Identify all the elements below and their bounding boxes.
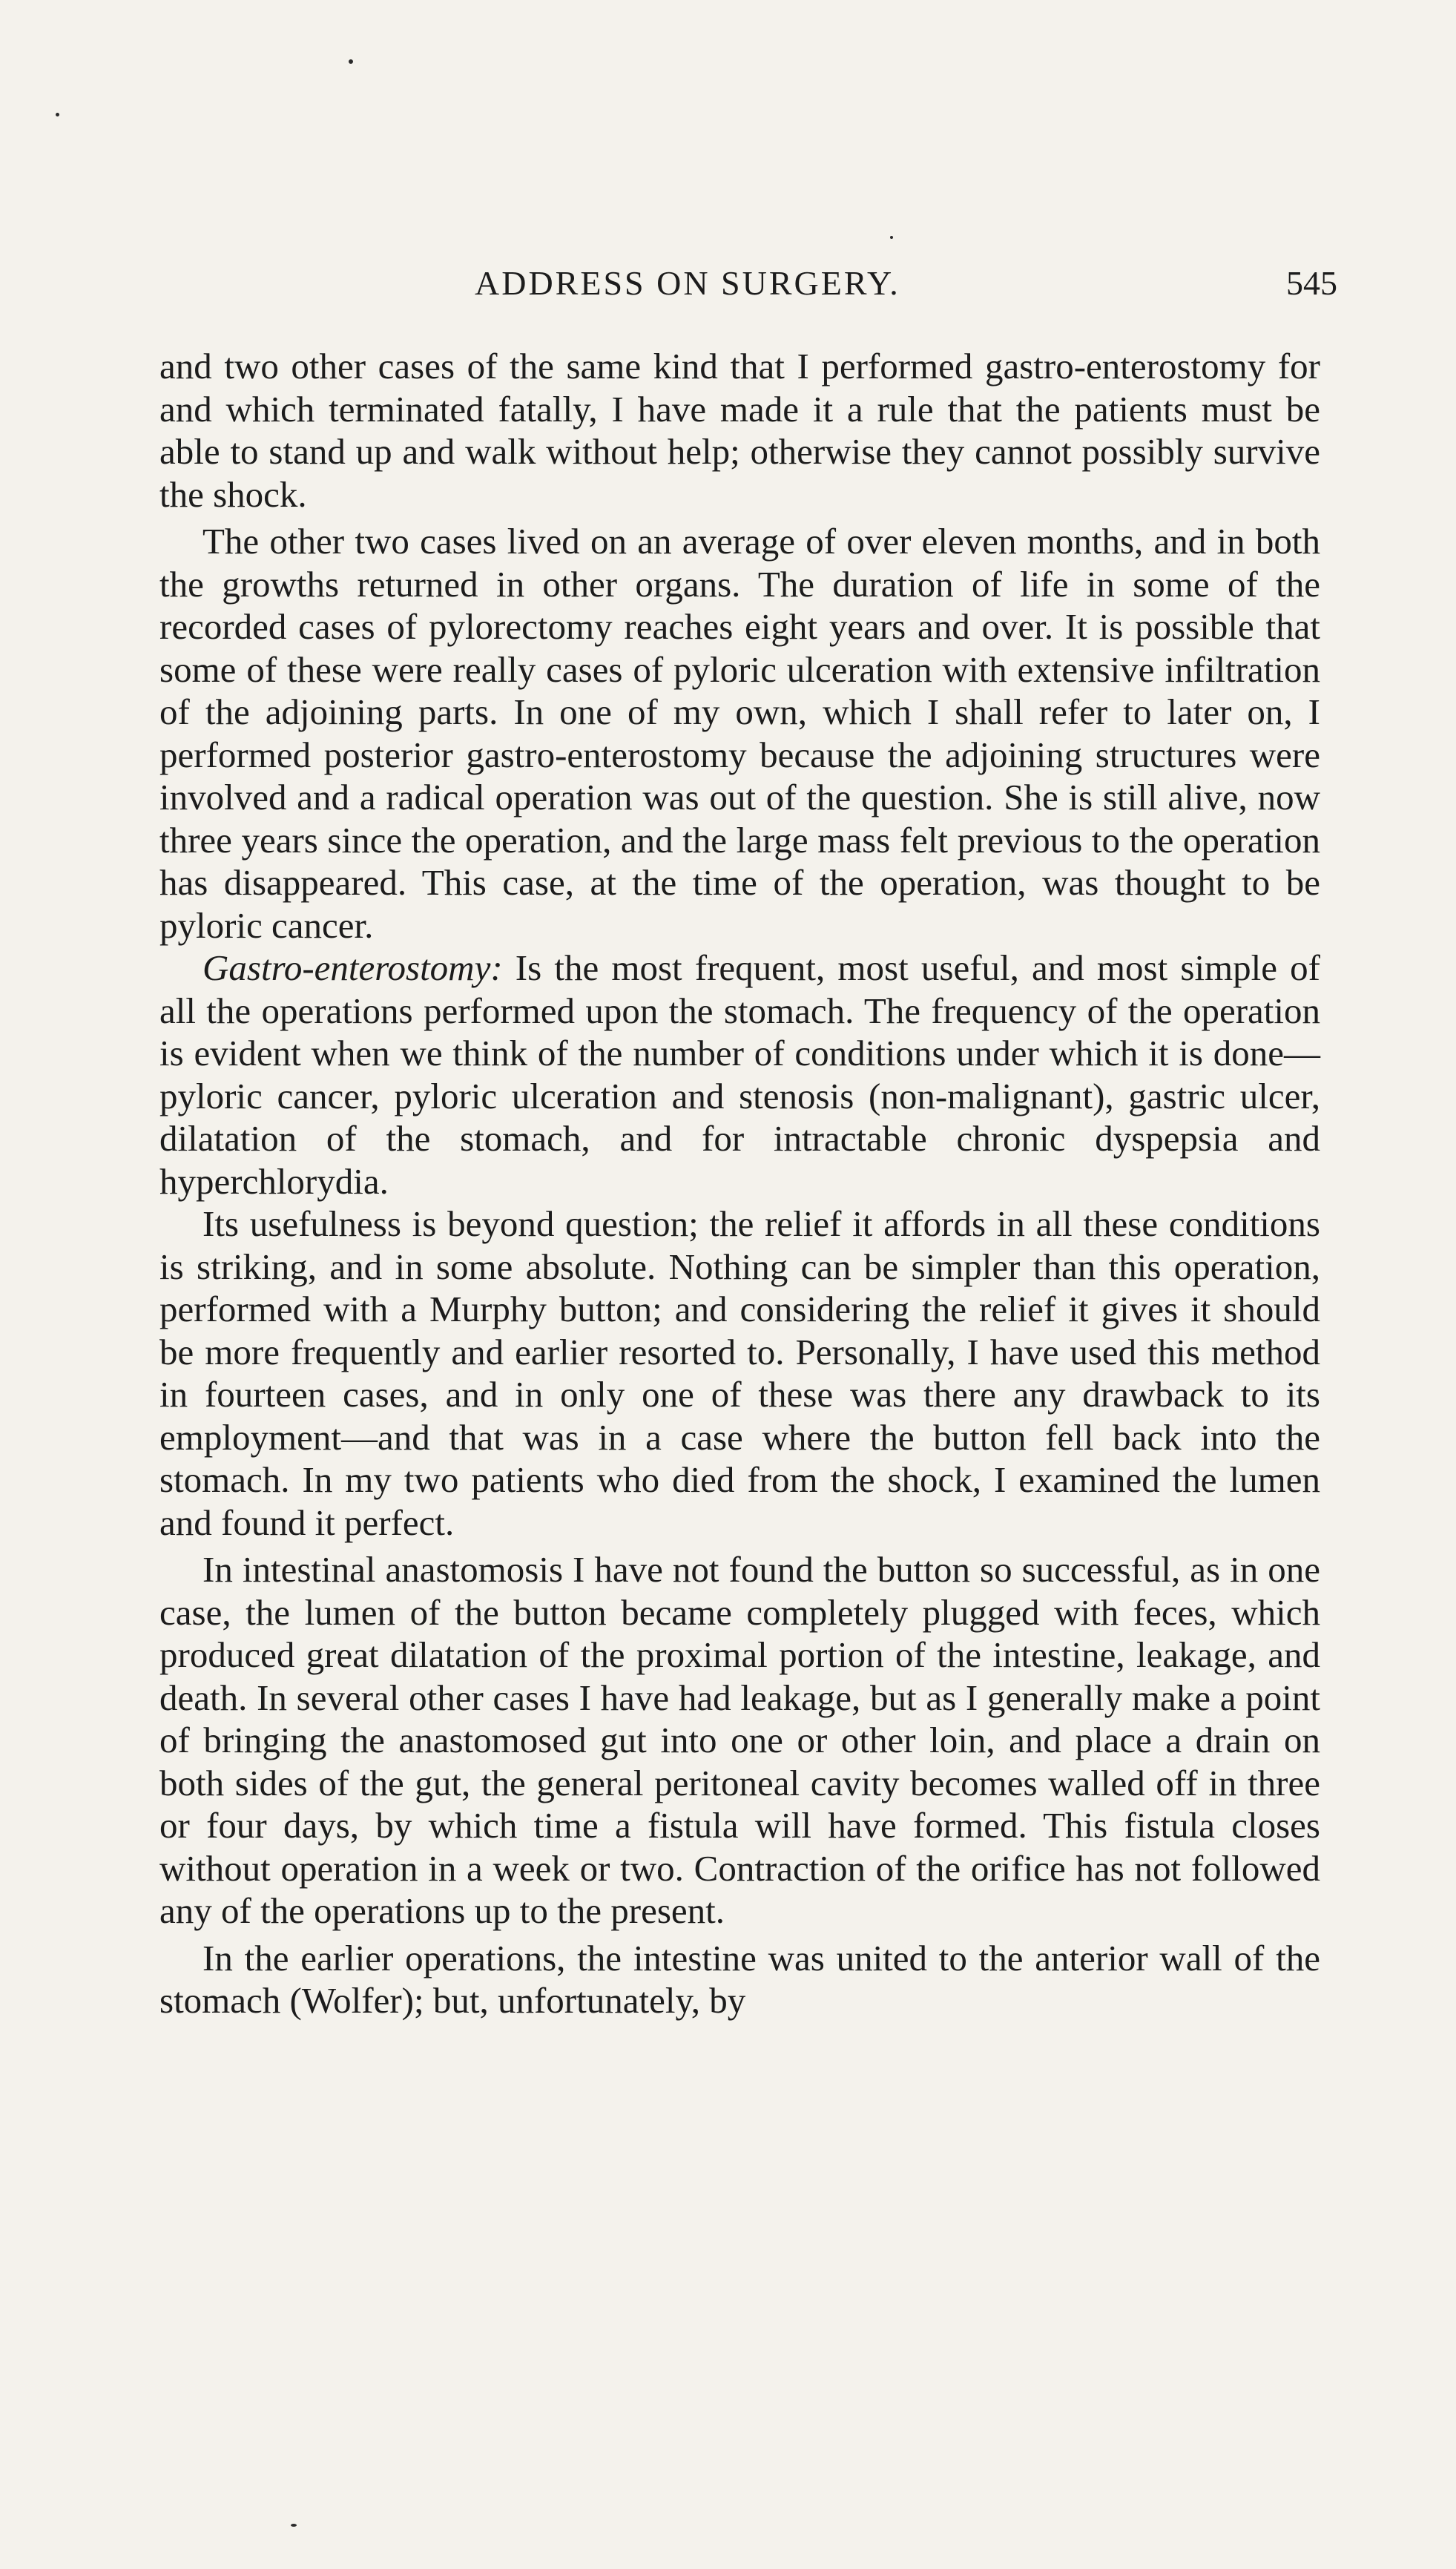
paragraph-text: In the earlier operations, the intestine was united to the anterior wall of the stomach (Wolfer); but, unfortunately, by bbox=[159, 1937, 1320, 2021]
paragraph-text: and two other cases of the same kind that I performed gastro-enterostomy for and which terminated fatally, I have made it a rule that the patients must be able to stand up and walk without help; otherwise they cannot possibly survive the shock. bbox=[159, 346, 1320, 515]
paragraph-text: Its usefulness is beyond question; the relief it affords in all these conditions is striking, and in some absolute. Nothing can be simpler than this operation, performed with a Murphy button; and considering the relief it gives it should be more frequently and earlier resorted to. Personally, I have used this method in fourteen cases, and in only one of these was there any drawback to its employment—and that was in a case where the button fell back into the stomach. In my two patients who died from the shock, I examined the lumen and found it perfect. bbox=[159, 1203, 1320, 1543]
paragraph-text: Is the most frequent, most useful, and most simple of all the operations performed upon the stomach. The frequency of the operation is evident when we think of the number of conditions under which it is done—pyloric cancer, pyloric ulceration and stenosis (non-malignant), gastric ulcer, dilatation of the stomach, and for intractable chronic dyspepsia and hyperchlorydia. bbox=[159, 947, 1320, 1202]
paragraph-usefulness bbox=[159, 1203, 1320, 1544]
ink-speck bbox=[349, 59, 353, 64]
paragraph-gastro-enterostomy bbox=[159, 947, 1320, 1203]
page-number: 545 bbox=[1286, 264, 1337, 302]
paragraph-intestinal-anastomosis bbox=[159, 1548, 1320, 1932]
running-head: ADDRESS ON SURGERY. bbox=[475, 264, 900, 302]
paragraph-cases-survival bbox=[159, 520, 1320, 947]
ink-speck bbox=[291, 2524, 297, 2527]
ink-speck bbox=[890, 236, 893, 239]
paragraph-text: In intestinal anastomosis I have not found the button so successful, as in one case, the lumen of the button became completely plugged with feces, which produced great dilatation of the proximal portion of the intestine, leakage, and death. In several other cases I have had leakage, but as I generally make a point of bringing the anastomosed gut into one or other loin, and place a drain on both sides of the gut, the general peritoneal cavity becomes walled off in three or four days, by which time a fistula will have formed. This fistula closes without operation in a week or two. Contraction of the orifice has not followed any of the operations up to the present. bbox=[159, 1549, 1320, 1931]
ink-speck bbox=[56, 113, 59, 116]
body-text bbox=[159, 345, 1320, 2022]
paragraph-continuation bbox=[159, 345, 1320, 516]
paragraph-text: The other two cases lived on an average of over eleven months, and in both the growths returned in other organs. The duration of life in some of the recorded cases of pylorectomy reaches eight years and over. It is possible that some of these were really cases of pyloric ulceration with extensive infiltration of the adjoining parts. In one of my own, which I shall refer to later on, I performed posterior gastro-enterostomy because the adjoining structures were involved and a radical operation was out of the question. She is still alive, now three years since the operation, and the large mass felt previous to the operation has disappeared. This case, at the time of the operation, was thought to be pyloric cancer. bbox=[159, 521, 1320, 946]
page-header bbox=[0, 261, 1456, 306]
section-run-in-heading: Gastro-enterostomy: bbox=[202, 947, 503, 988]
paragraph-earlier-operations bbox=[159, 1937, 1320, 2022]
